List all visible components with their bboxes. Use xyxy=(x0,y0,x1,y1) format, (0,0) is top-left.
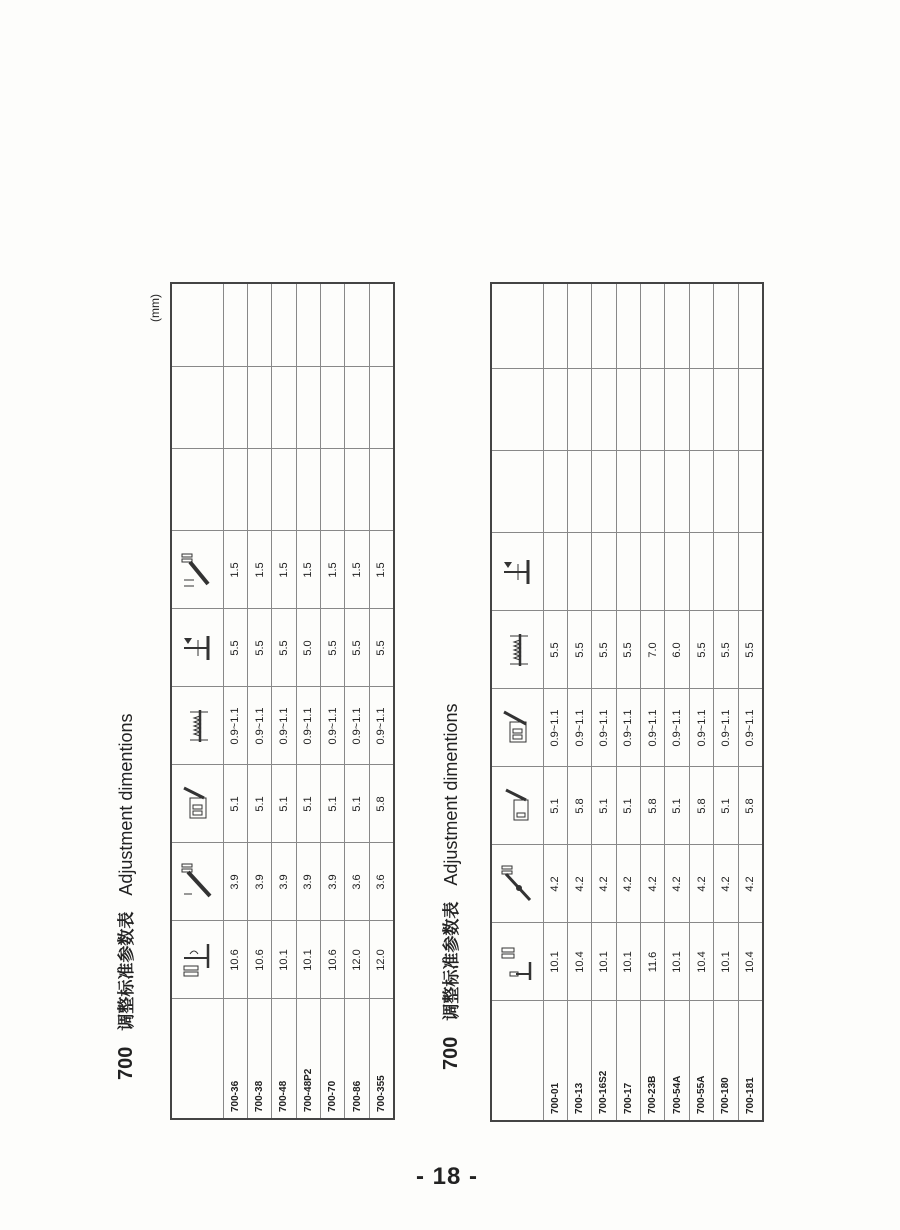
table-row xyxy=(223,283,247,1119)
value-cell xyxy=(641,369,665,451)
table-row xyxy=(247,283,271,1119)
value-cell: 1.5 xyxy=(369,531,393,609)
model-cell: 700-48P2 xyxy=(296,999,320,1119)
table-row xyxy=(296,283,320,1119)
value-cell: 1.5 xyxy=(321,531,345,609)
value-cell: 1.5 xyxy=(345,531,369,609)
value-cell xyxy=(665,283,689,369)
value-cell: 5.5 xyxy=(543,611,567,689)
value-cell xyxy=(296,367,320,449)
heading-title-cn: 调整标准参数表 xyxy=(442,901,462,1021)
value-cell xyxy=(272,449,296,531)
heading-title-en: Adjustment dimentions xyxy=(441,703,461,886)
value-cell xyxy=(738,451,762,533)
value-cell: 10.6 xyxy=(321,921,345,999)
model-cell: 700-17 xyxy=(616,1001,640,1121)
value-cell: 10.1 xyxy=(592,923,616,1001)
value-cell: 4.2 xyxy=(592,845,616,923)
value-cell xyxy=(345,367,369,449)
table-row xyxy=(321,283,345,1119)
value-cell: 5.1 xyxy=(665,767,689,845)
value-cell xyxy=(689,283,713,369)
table-row xyxy=(592,283,616,1121)
model-cell: 700-86 xyxy=(345,999,369,1119)
value-cell: 5.5 xyxy=(247,609,271,687)
value-cell xyxy=(369,449,393,531)
value-cell: 0.9~1.1 xyxy=(592,689,616,767)
value-cell: 0.9~1.1 xyxy=(641,689,665,767)
value-cell: 5.5 xyxy=(223,609,247,687)
value-cell: 4.2 xyxy=(616,845,640,923)
value-cell: 10.1 xyxy=(616,923,640,1001)
value-cell xyxy=(567,533,591,611)
value-cell xyxy=(616,451,640,533)
model-cell: 700-55A xyxy=(689,1001,713,1121)
heading-model: 700 xyxy=(115,1046,137,1080)
value-cell: 5.5 xyxy=(567,611,591,689)
model-cell: 700-01 xyxy=(543,1001,567,1121)
value-cell: 3.9 xyxy=(247,843,271,921)
model-cell: 700-36 xyxy=(223,999,247,1119)
value-cell: 0.9~1.1 xyxy=(543,689,567,767)
adjustment-table-2 xyxy=(490,282,764,1122)
looper-needle-icon xyxy=(180,550,214,590)
value-cell: 0.9~1.1 xyxy=(345,687,369,765)
value-cell xyxy=(272,367,296,449)
model-cell: 700-70 xyxy=(321,999,345,1119)
table-row xyxy=(738,283,762,1121)
adjustment-table-1 xyxy=(170,282,395,1120)
model-cell: 700-355 xyxy=(369,999,393,1119)
value-cell: 5.1 xyxy=(272,765,296,843)
value-cell: 5.1 xyxy=(345,765,369,843)
value-cell: 5.8 xyxy=(641,767,665,845)
value-cell xyxy=(223,283,247,367)
value-cell xyxy=(714,451,738,533)
value-cell xyxy=(321,367,345,449)
value-cell xyxy=(689,451,713,533)
value-cell xyxy=(223,449,247,531)
value-cell xyxy=(247,367,271,449)
value-cell: 10.1 xyxy=(543,923,567,1001)
table1-header-row xyxy=(171,283,223,1119)
value-cell xyxy=(714,369,738,451)
value-cell xyxy=(543,533,567,611)
value-cell: 4.2 xyxy=(738,845,762,923)
value-cell xyxy=(543,451,567,533)
value-cell: 10.6 xyxy=(223,921,247,999)
table2-blank-header xyxy=(491,283,543,369)
needle-looper-icon xyxy=(500,786,534,826)
value-cell: 1.5 xyxy=(296,531,320,609)
value-cell: 10.1 xyxy=(272,921,296,999)
value-cell: 5.1 xyxy=(616,767,640,845)
table2-blank-header xyxy=(491,369,543,451)
table-row xyxy=(543,283,567,1121)
value-cell: 3.9 xyxy=(272,843,296,921)
value-cell: 10.1 xyxy=(665,923,689,1001)
value-cell: 5.1 xyxy=(714,767,738,845)
value-cell: 3.9 xyxy=(296,843,320,921)
value-cell: 5.1 xyxy=(543,767,567,845)
value-cell xyxy=(641,451,665,533)
value-cell: 5.5 xyxy=(714,611,738,689)
value-cell xyxy=(738,533,762,611)
value-cell: 0.9~1.1 xyxy=(272,687,296,765)
unit-label: (mm) xyxy=(148,294,162,322)
value-cell: 0.9~1.1 xyxy=(567,689,591,767)
value-cell xyxy=(616,369,640,451)
value-cell: 10.1 xyxy=(296,921,320,999)
value-cell: 10.4 xyxy=(738,923,762,1001)
value-cell: 1.5 xyxy=(223,531,247,609)
value-cell: 0.9~1.1 xyxy=(223,687,247,765)
value-cell xyxy=(592,533,616,611)
value-cell: 5.1 xyxy=(321,765,345,843)
heading-title-cn: 调整标准参数表 xyxy=(117,911,137,1031)
value-cell: 5.1 xyxy=(592,767,616,845)
value-cell xyxy=(689,533,713,611)
value-cell xyxy=(369,367,393,449)
table1-blank-header xyxy=(171,367,223,449)
value-cell xyxy=(345,449,369,531)
table-row xyxy=(665,283,689,1121)
value-cell: 0.9~1.1 xyxy=(321,687,345,765)
value-cell xyxy=(665,369,689,451)
value-cell: 4.2 xyxy=(543,845,567,923)
model-cell: 700-180 xyxy=(714,1001,738,1121)
page-number: - 18 - xyxy=(416,1163,479,1190)
model-cell: 700-54A xyxy=(665,1001,689,1121)
model-cell: 700-13 xyxy=(567,1001,591,1121)
value-cell: 5.5 xyxy=(272,609,296,687)
value-cell: 0.9~1.1 xyxy=(714,689,738,767)
value-cell: 3.9 xyxy=(223,843,247,921)
value-cell xyxy=(321,449,345,531)
value-cell xyxy=(714,533,738,611)
value-cell: 4.2 xyxy=(665,845,689,923)
value-cell xyxy=(592,283,616,369)
presser-foot-icon xyxy=(180,628,214,668)
value-cell: 10.6 xyxy=(247,921,271,999)
table1-blank-header xyxy=(171,449,223,531)
value-cell: 5.5 xyxy=(689,611,713,689)
value-cell xyxy=(665,533,689,611)
table2-wrapper xyxy=(490,282,764,1122)
value-cell xyxy=(247,449,271,531)
value-cell xyxy=(738,283,762,369)
value-cell: 11.6 xyxy=(641,923,665,1001)
value-cell: 4.2 xyxy=(567,845,591,923)
model-cell: 700-16S2 xyxy=(592,1001,616,1121)
value-cell: 0.9~1.1 xyxy=(738,689,762,767)
value-cell xyxy=(567,451,591,533)
table-row xyxy=(345,283,369,1119)
value-cell: 3.6 xyxy=(345,843,369,921)
needle-looper-icon xyxy=(180,784,214,824)
value-cell xyxy=(247,283,271,367)
value-cell: 6.0 xyxy=(665,611,689,689)
value-cell xyxy=(592,369,616,451)
value-cell xyxy=(223,367,247,449)
value-cell: 5.5 xyxy=(738,611,762,689)
table1-wrapper xyxy=(170,282,395,1120)
value-cell xyxy=(543,283,567,369)
value-cell: 4.2 xyxy=(689,845,713,923)
table-row xyxy=(567,283,591,1121)
model-cell: 700-181 xyxy=(738,1001,762,1121)
value-cell xyxy=(567,283,591,369)
value-cell: 10.1 xyxy=(714,923,738,1001)
table-row xyxy=(616,283,640,1121)
value-cell xyxy=(296,449,320,531)
heading-model: 700 xyxy=(440,1036,462,1070)
value-cell xyxy=(738,369,762,451)
looper-rod-icon xyxy=(500,864,534,904)
heading-title-en: Adjustment dimentions xyxy=(116,713,136,896)
table-row xyxy=(689,283,713,1121)
value-cell: 4.2 xyxy=(641,845,665,923)
value-cell xyxy=(567,369,591,451)
value-cell xyxy=(592,451,616,533)
table2-header-row xyxy=(491,283,543,1121)
value-cell: 5.1 xyxy=(296,765,320,843)
value-cell: 0.9~1.1 xyxy=(665,689,689,767)
model-cell: 700-23B xyxy=(641,1001,665,1121)
value-cell: 5.8 xyxy=(369,765,393,843)
value-cell: 5.8 xyxy=(738,767,762,845)
value-cell: 0.9~1.1 xyxy=(616,689,640,767)
value-cell: 1.5 xyxy=(247,531,271,609)
presser-foot-icon xyxy=(500,552,534,592)
value-cell xyxy=(616,533,640,611)
value-cell xyxy=(345,283,369,367)
table1-blank-header xyxy=(171,283,223,367)
value-cell: 7.0 xyxy=(641,611,665,689)
value-cell xyxy=(641,533,665,611)
value-cell xyxy=(272,283,296,367)
table-row xyxy=(369,283,393,1119)
table1-corner-cell xyxy=(171,999,223,1119)
table-row xyxy=(272,283,296,1119)
value-cell: 0.9~1.1 xyxy=(247,687,271,765)
value-cell: 10.4 xyxy=(567,923,591,1001)
value-cell: 5.8 xyxy=(689,767,713,845)
value-cell xyxy=(369,283,393,367)
value-cell: 3.9 xyxy=(321,843,345,921)
value-cell: 5.5 xyxy=(369,609,393,687)
value-cell xyxy=(321,283,345,367)
value-cell: 0.9~1.1 xyxy=(296,687,320,765)
value-cell: 5.5 xyxy=(321,609,345,687)
value-cell: 5.0 xyxy=(296,609,320,687)
table2-heading xyxy=(437,704,463,1070)
value-cell xyxy=(714,283,738,369)
value-cell xyxy=(296,283,320,367)
value-cell: 0.9~1.1 xyxy=(689,689,713,767)
feed-dog-icon xyxy=(500,630,534,670)
value-cell: 5.5 xyxy=(592,611,616,689)
model-cell: 700-38 xyxy=(247,999,271,1119)
value-cell: 0.9~1.1 xyxy=(369,687,393,765)
table-row xyxy=(714,283,738,1121)
value-cell: 10.4 xyxy=(689,923,713,1001)
value-cell: 1.5 xyxy=(272,531,296,609)
value-cell: 12.0 xyxy=(345,921,369,999)
value-cell xyxy=(665,451,689,533)
value-cell: 5.5 xyxy=(345,609,369,687)
value-cell: 4.2 xyxy=(714,845,738,923)
value-cell: 5.5 xyxy=(616,611,640,689)
looper-angle-icon xyxy=(180,862,214,902)
looper-needle-icon xyxy=(500,708,534,748)
value-cell: 5.1 xyxy=(247,765,271,843)
model-cell: 700-48 xyxy=(272,999,296,1119)
table2-corner-cell xyxy=(491,1001,543,1121)
table1-heading xyxy=(112,714,138,1080)
needle-height-icon xyxy=(500,942,534,982)
value-cell xyxy=(689,369,713,451)
feed-dog-icon xyxy=(180,706,214,746)
value-cell: 5.1 xyxy=(223,765,247,843)
table-row xyxy=(641,283,665,1121)
value-cell: 3.6 xyxy=(369,843,393,921)
value-cell: 12.0 xyxy=(369,921,393,999)
value-cell xyxy=(641,283,665,369)
value-cell xyxy=(543,369,567,451)
value-cell xyxy=(616,283,640,369)
value-cell: 5.8 xyxy=(567,767,591,845)
table2-blank-header xyxy=(491,451,543,533)
needle-height-icon xyxy=(180,940,214,980)
